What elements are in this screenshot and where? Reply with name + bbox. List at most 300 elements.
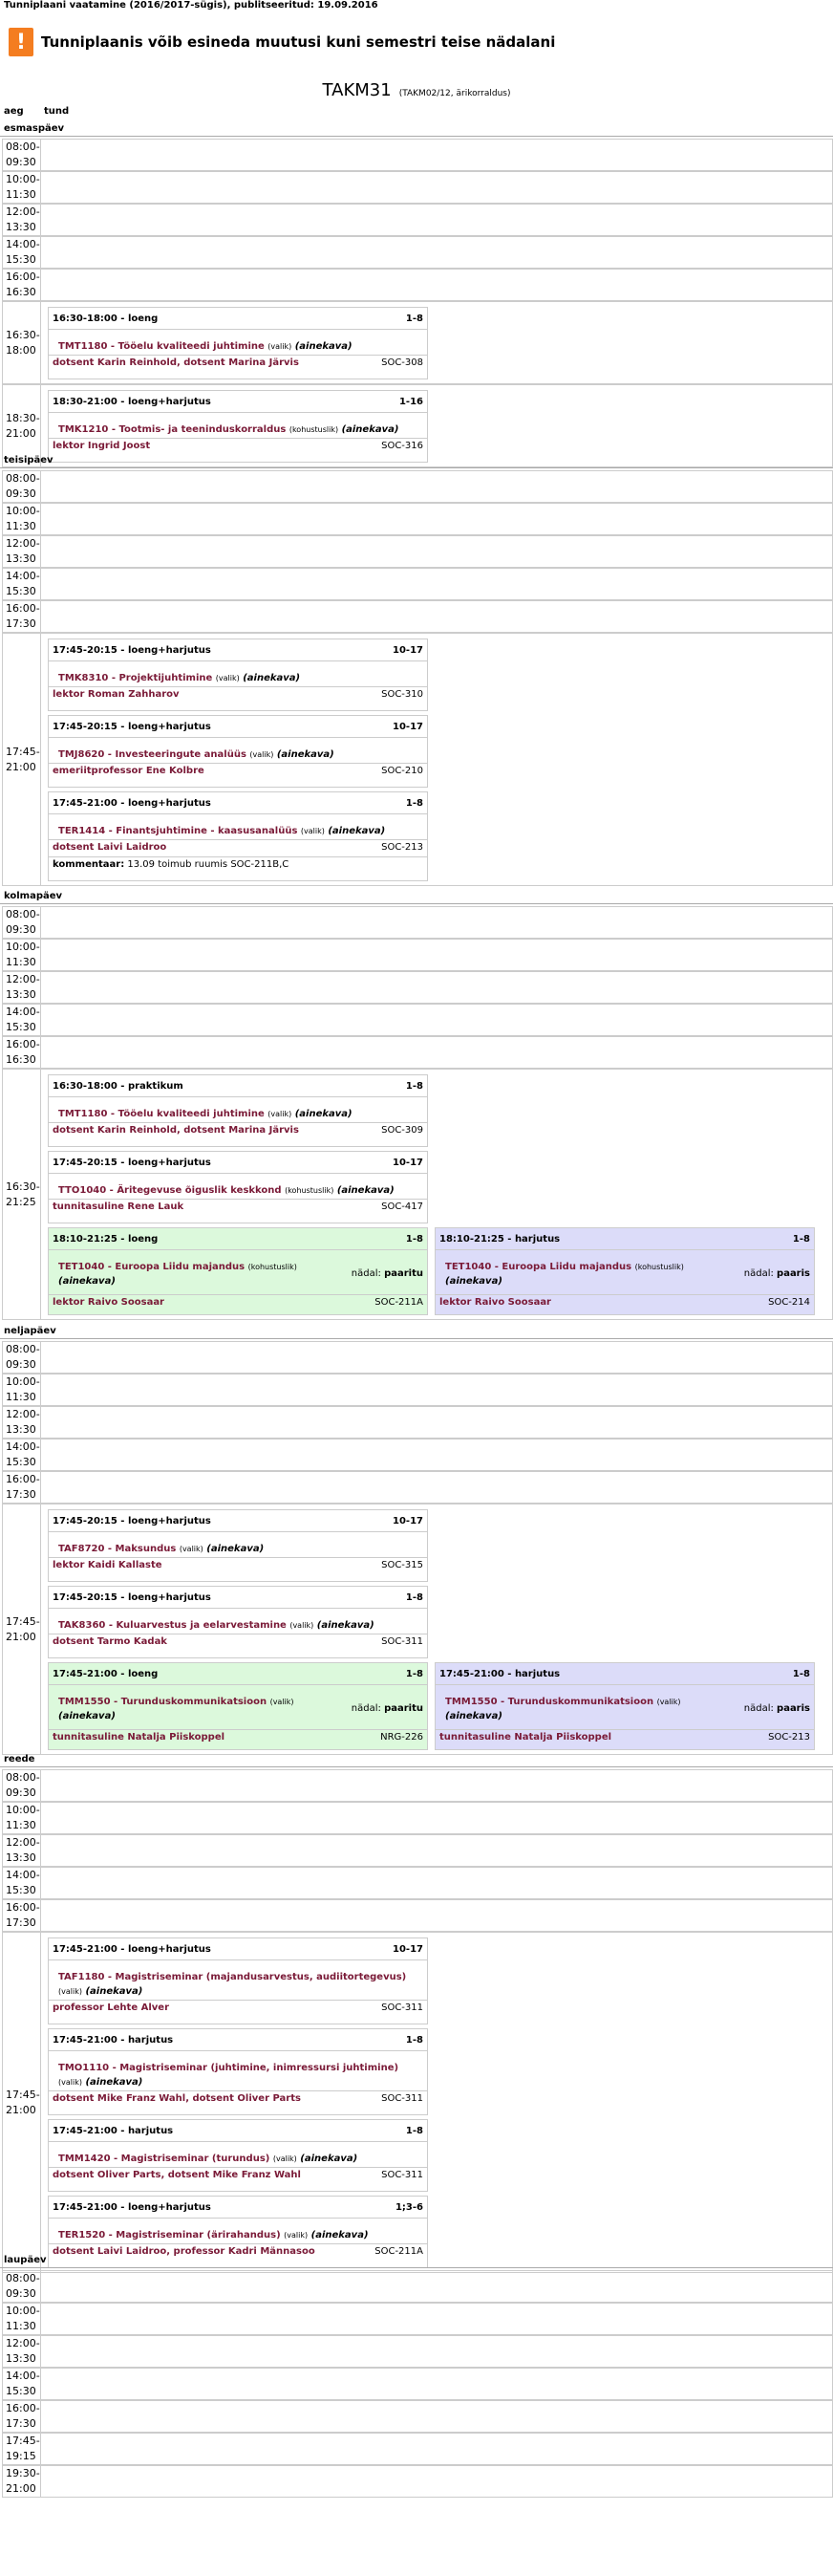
ainekava-link[interactable]: (ainekava) xyxy=(294,1109,352,1119)
time-cell xyxy=(3,205,41,235)
class-time: 18:10-21:25 xyxy=(439,1234,504,1245)
day-header: teisipäev xyxy=(0,449,833,468)
class-type: loeng+harjutus xyxy=(127,1158,211,1168)
end-time: 09:30 xyxy=(6,923,36,936)
class-time: 18:30-21:00 xyxy=(53,397,117,407)
room: SOC-310 xyxy=(381,689,423,700)
start-time: 12:00- xyxy=(6,2337,40,2349)
time-cell xyxy=(3,1900,41,1931)
time-row xyxy=(2,2400,833,2433)
room: SOC-311 xyxy=(381,2170,423,2180)
class-card[interactable] xyxy=(48,1662,428,1750)
class-type: loeng+harjutus xyxy=(127,645,211,656)
time-row xyxy=(2,1769,833,1802)
room: SOC-315 xyxy=(381,1560,423,1570)
start-time: 10:00- xyxy=(6,505,40,517)
course-line[interactable] xyxy=(58,1618,417,1633)
course-line[interactable] xyxy=(58,1542,417,1556)
class-time: 18:10-21:25 xyxy=(53,1234,117,1245)
class-type: loeng xyxy=(127,1234,159,1245)
course-name[interactable]: TMJ8620 - Investeeringute analüüs xyxy=(58,749,246,760)
room: SOC-311 xyxy=(381,2093,423,2104)
end-time: 11:30 xyxy=(6,1819,36,1831)
course-type: (valik) xyxy=(269,1698,294,1706)
card-divider xyxy=(436,1294,814,1295)
end-time: 15:30 xyxy=(6,585,36,597)
lecturer[interactable]: dotsent Laivi Laidroo, professor Kadri Männasoo xyxy=(53,2246,315,2257)
start-time: 10:00- xyxy=(6,173,40,185)
card-divider xyxy=(436,1249,814,1250)
lecturer[interactable]: tunnitasuline Natalja Piiskoppel xyxy=(439,1732,612,1743)
start-time: 08:00- xyxy=(6,1771,40,1784)
time-row xyxy=(2,2303,833,2335)
ainekava-link[interactable]: (ainekava) xyxy=(276,749,334,760)
room: SOC-213 xyxy=(768,1732,810,1743)
lecturer[interactable]: dotsent Karin Reinhold, dotsent Marina Järvis xyxy=(53,357,299,368)
time-row xyxy=(2,633,833,886)
class-type: loeng+harjutus xyxy=(127,397,211,407)
class-time: 17:45-21:00 xyxy=(53,1944,117,1955)
end-time: 11:30 xyxy=(6,2320,36,2332)
end-time: 13:30 xyxy=(6,2352,36,2365)
class-card[interactable] xyxy=(435,1227,815,1315)
class-card[interactable] xyxy=(48,1937,428,2024)
course-line[interactable] xyxy=(58,824,417,838)
course-name[interactable]: TER1414 - Finantsjuhtimine - kaasusanalüüs xyxy=(58,826,298,836)
ainekava-link[interactable]: (ainekava) xyxy=(85,2077,143,2088)
start-time: 10:00- xyxy=(6,2305,40,2317)
time-row xyxy=(2,470,833,503)
course-line[interactable] xyxy=(58,1183,417,1198)
time-row xyxy=(2,1341,833,1374)
card-header: 16:30-18:00 - praktikum 1-8 xyxy=(53,1081,423,1092)
time-row xyxy=(2,2433,833,2465)
lecturer[interactable]: lektor Ingrid Joost xyxy=(53,441,151,451)
end-time: 09:30 xyxy=(6,1358,36,1371)
course-name[interactable]: TET1040 - Euroopa Liidu majandus xyxy=(445,1262,632,1272)
time-cell xyxy=(3,1770,41,1801)
course-line[interactable] xyxy=(58,422,417,437)
time-row xyxy=(2,1374,833,1406)
card-divider xyxy=(49,438,427,439)
course-line[interactable] xyxy=(58,2061,417,2089)
end-time: 13:30 xyxy=(6,1851,36,1864)
course-name[interactable]: TER1520 - Magistriseminar (ärirahandus) xyxy=(58,2230,281,2240)
class-type: loeng xyxy=(127,1669,159,1679)
course-line[interactable] xyxy=(58,1970,417,1999)
class-time: 17:45-21:00 xyxy=(53,2202,117,2213)
start-time: 08:00- xyxy=(6,472,40,485)
card-divider xyxy=(49,660,427,661)
course-type: (valik) xyxy=(656,1698,681,1706)
class-card[interactable] xyxy=(48,307,428,379)
room: SOC-211A xyxy=(374,1297,423,1308)
card-divider xyxy=(49,1122,427,1123)
lecturer[interactable]: dotsent Tarmo Kadak xyxy=(53,1636,167,1647)
card-header: 17:45-20:15 - loeng+harjutus 1-8 xyxy=(53,1592,423,1603)
class-weeks: 1-8 xyxy=(405,1081,423,1092)
ainekava-link[interactable]: (ainekava) xyxy=(445,1276,502,1287)
class-type: harjutus xyxy=(127,2035,174,2046)
time-row xyxy=(2,2335,833,2368)
class-card[interactable] xyxy=(48,1074,428,1147)
ainekava-link[interactable]: (ainekava) xyxy=(85,1986,143,1997)
room: SOC-316 xyxy=(381,441,423,451)
column-header-time: aeg xyxy=(4,106,24,117)
parity-value: paaris xyxy=(777,1703,810,1714)
card-divider xyxy=(49,1684,427,1685)
time-cell xyxy=(3,140,41,170)
end-time: 13:30 xyxy=(6,988,36,1001)
end-time: 17:30 xyxy=(6,2417,36,2430)
end-time: 21:00 xyxy=(6,1630,36,1643)
card-header: 17:45-21:00 - harjutus 1-8 xyxy=(53,2035,423,2046)
card-footer xyxy=(53,2170,423,2183)
card-footer xyxy=(53,1732,423,1745)
lecturer[interactable]: tunnitasuline Rene Lauk xyxy=(53,1201,184,1212)
start-time: 16:00- xyxy=(6,602,40,615)
card-footer xyxy=(53,2002,423,2016)
time-row xyxy=(2,1899,833,1932)
room: SOC-213 xyxy=(381,842,423,853)
ainekava-link[interactable]: (ainekava) xyxy=(336,1185,395,1196)
card-divider xyxy=(49,1531,427,1532)
parity-label: nädal: xyxy=(351,1703,381,1714)
card-divider xyxy=(49,1729,427,1730)
course-name[interactable]: TAF8720 - Maksundus xyxy=(58,1544,177,1554)
start-time: 12:00- xyxy=(6,973,40,985)
comment-label: kommentaar: xyxy=(53,859,125,870)
end-time: 17:30 xyxy=(6,1488,36,1501)
notice-banner xyxy=(9,27,555,57)
time-cell xyxy=(3,2304,41,2334)
class-weeks: 1-8 xyxy=(405,798,423,809)
end-time: 13:30 xyxy=(6,1423,36,1436)
time-cell xyxy=(3,940,41,970)
card-divider xyxy=(49,2167,427,2168)
ainekava-link[interactable]: (ainekava) xyxy=(316,1620,374,1631)
class-weeks: 10-17 xyxy=(393,645,423,656)
class-card[interactable] xyxy=(48,791,428,881)
end-time: 13:30 xyxy=(6,552,36,565)
course-line[interactable] xyxy=(58,2228,417,2242)
end-time: 09:30 xyxy=(6,1786,36,1799)
end-time: 16:30 xyxy=(6,1053,36,1066)
lecturer[interactable]: dotsent Oliver Parts, dotsent Mike Franz Wahl xyxy=(53,2170,301,2180)
card-divider xyxy=(49,1557,427,1558)
start-time: 14:00- xyxy=(6,2370,40,2382)
room: SOC-311 xyxy=(381,1636,423,1647)
start-time: 08:00- xyxy=(6,1343,40,1355)
time-row xyxy=(2,1439,833,1471)
end-time: 17:30 xyxy=(6,1916,36,1929)
time-cell xyxy=(3,2466,41,2497)
start-time: 16:30- xyxy=(6,328,40,341)
card-header: 17:45-21:00 - harjutus 1-8 xyxy=(439,1669,810,1679)
class-weeks: 10-17 xyxy=(393,1158,423,1168)
course-line[interactable] xyxy=(58,747,417,762)
class-type: harjutus xyxy=(514,1234,561,1245)
class-time: 17:45-21:00 xyxy=(53,2035,117,2046)
notice-text: Tunniplaanis võib esineda muutusi kuni semestri teise nädalani xyxy=(41,33,556,51)
course-name[interactable]: TMM1550 - Turunduskommunikatsioon xyxy=(445,1697,654,1707)
class-type: harjutus xyxy=(127,2126,174,2136)
course-name[interactable]: TAK8360 - Kuluarvestus ja eelarvestamine xyxy=(58,1620,287,1631)
card-footer xyxy=(53,1297,423,1310)
class-card[interactable] xyxy=(48,2119,428,2192)
column-header-class: tund xyxy=(44,106,70,117)
course-line[interactable] xyxy=(445,1695,709,1723)
time-cell xyxy=(3,1803,41,1833)
course-name[interactable]: TTO1040 - Äritegevuse õiguslik keskkond xyxy=(58,1185,282,1196)
room: SOC-309 xyxy=(381,1125,423,1136)
card-divider xyxy=(49,2141,427,2142)
lecturer[interactable]: dotsent Karin Reinhold, dotsent Marina Järvis xyxy=(53,1125,299,1136)
course-type: (valik) xyxy=(284,2231,309,2240)
lecturer[interactable]: lektor Raivo Soosaar xyxy=(439,1297,551,1308)
class-type: praktikum xyxy=(127,1081,183,1092)
course-name[interactable]: TAF1180 - Magistriseminar (majandusarvestus, audiitortegevus) xyxy=(58,1972,407,1982)
ainekava-link[interactable]: (ainekava) xyxy=(328,826,386,836)
parity-label: nädal: xyxy=(743,1268,774,1279)
card-header: 17:45-20:15 - loeng+harjutus 10-17 xyxy=(53,1158,423,1168)
group-code: TAKM31 xyxy=(322,80,392,100)
time-cell xyxy=(3,237,41,268)
day-header: esmaspäev xyxy=(0,118,833,137)
card-divider xyxy=(49,2243,427,2244)
card-header: 17:45-21:00 - loeng+harjutus 1-8 xyxy=(53,798,423,809)
card-divider xyxy=(49,856,427,857)
card-divider xyxy=(49,2218,427,2219)
class-type: loeng+harjutus xyxy=(127,1516,211,1526)
comment-text: 13.09 toimub ruumis SOC-211B,C xyxy=(127,859,289,870)
room: SOC-210 xyxy=(381,766,423,776)
card-divider xyxy=(49,1608,427,1609)
card-divider xyxy=(49,1096,427,1097)
ainekava-link[interactable]: (ainekava) xyxy=(294,341,352,352)
start-time: 10:00- xyxy=(6,941,40,953)
class-type: loeng+harjutus xyxy=(127,722,211,732)
start-time: 10:00- xyxy=(6,1375,40,1388)
class-weeks: 1-8 xyxy=(405,1669,423,1679)
card-divider xyxy=(49,355,427,356)
class-card[interactable] xyxy=(48,1151,428,1223)
group-title xyxy=(0,80,833,100)
start-time: 08:00- xyxy=(6,2272,40,2284)
end-time: 21:00 xyxy=(6,760,36,773)
week-parity xyxy=(352,1703,423,1714)
room: SOC-211A xyxy=(374,2246,423,2257)
ainekava-link[interactable]: (ainekava) xyxy=(206,1544,265,1554)
lecturer[interactable]: lektor Roman Zahharov xyxy=(53,689,180,700)
room: SOC-308 xyxy=(381,357,423,368)
ainekava-link[interactable]: (ainekava) xyxy=(310,2230,369,2240)
week-parity xyxy=(744,1268,810,1279)
time-row xyxy=(2,171,833,204)
class-card[interactable] xyxy=(48,1586,428,1658)
time-row xyxy=(2,2270,833,2303)
card-footer xyxy=(53,357,423,371)
time-cell xyxy=(3,172,41,203)
start-time: 16:00- xyxy=(6,271,40,283)
card-header: 17:45-21:00 - loeng 1-8 xyxy=(53,1669,423,1679)
time-cell xyxy=(3,569,41,599)
view-header: Tunniplaani vaatamine (2016/2017-sügis), publitseeritud: 19.09.2016 xyxy=(4,0,378,11)
time-cell xyxy=(3,1342,41,1373)
course-type: (valik) xyxy=(300,827,325,835)
start-time: 17:45- xyxy=(6,2435,40,2447)
group-details: (TAKM02/12, ärikorraldus) xyxy=(398,89,511,98)
time-row xyxy=(2,2465,833,2498)
time-row xyxy=(2,1504,833,1755)
card-divider xyxy=(49,1294,427,1295)
time-cell xyxy=(3,536,41,567)
course-name[interactable]: TET1040 - Euroopa Liidu majandus xyxy=(58,1262,246,1272)
class-card[interactable] xyxy=(48,2028,428,2115)
time-cell xyxy=(3,634,41,885)
lecturer[interactable]: lektor Kaidi Kallaste xyxy=(53,1560,162,1570)
end-time: 19:15 xyxy=(6,2450,36,2462)
class-time: 17:45-21:00 xyxy=(53,2126,117,2136)
start-time: 18:30- xyxy=(6,411,40,424)
class-card[interactable] xyxy=(48,1509,428,1582)
end-time: 15:30 xyxy=(6,1456,36,1468)
lecturer[interactable]: professor Lehte Alver xyxy=(53,2002,169,2013)
time-row xyxy=(2,301,833,384)
time-cell xyxy=(3,1407,41,1438)
class-weeks: 1-8 xyxy=(405,2035,423,2046)
ainekava-link[interactable]: (ainekava) xyxy=(341,424,399,435)
day-header: neljapäev xyxy=(0,1320,833,1339)
card-footer xyxy=(439,1297,810,1310)
course-line[interactable] xyxy=(58,1695,322,1723)
time-row xyxy=(2,906,833,939)
course-type: (valik) xyxy=(249,750,274,759)
card-divider xyxy=(49,2090,427,2091)
card-divider xyxy=(436,1684,814,1685)
end-time: 21:00 xyxy=(6,426,36,440)
class-weeks: 1-8 xyxy=(405,1234,423,1245)
time-row xyxy=(2,139,833,171)
class-card[interactable] xyxy=(48,1227,428,1315)
parity-value: paaritu xyxy=(384,1703,423,1714)
course-type: (kohustuslik) xyxy=(634,1263,684,1271)
end-time: 17:30 xyxy=(6,617,36,630)
card-footer xyxy=(53,1125,423,1138)
ainekava-link[interactable]: (ainekava) xyxy=(300,2154,358,2164)
end-time: 09:30 xyxy=(6,487,36,500)
start-time: 12:00- xyxy=(6,1836,40,1849)
card-divider xyxy=(49,2000,427,2001)
time-row xyxy=(2,939,833,971)
time-row xyxy=(2,1471,833,1504)
lecturer[interactable]: dotsent Mike Franz Wahl, dotsent Oliver Parts xyxy=(53,2093,301,2104)
class-type: loeng+harjutus xyxy=(127,1592,211,1603)
card-divider xyxy=(49,686,427,687)
time-row xyxy=(2,1802,833,1834)
class-card[interactable] xyxy=(435,1662,815,1750)
time-row xyxy=(2,236,833,269)
course-name[interactable]: TMM1550 - Turunduskommunikatsioon xyxy=(58,1697,267,1707)
start-time: 17:45- xyxy=(6,745,40,758)
course-type: (valik) xyxy=(215,674,240,682)
time-cell xyxy=(3,504,41,534)
start-time: 16:00- xyxy=(6,1901,40,1914)
end-time: 11:30 xyxy=(6,956,36,968)
time-row xyxy=(2,1834,833,1867)
course-line[interactable] xyxy=(58,1107,417,1121)
start-time: 14:00- xyxy=(6,238,40,250)
end-time: 21:25 xyxy=(6,1195,36,1208)
time-cell xyxy=(3,1504,41,1754)
start-time: 14:00- xyxy=(6,1006,40,1018)
card-footer xyxy=(53,1636,423,1650)
time-cell xyxy=(3,2271,41,2302)
ainekava-link[interactable]: (ainekava) xyxy=(243,673,301,683)
lecturer[interactable]: dotsent Laivi Laidroo xyxy=(53,842,167,853)
time-cell xyxy=(3,601,41,632)
time-cell xyxy=(3,1472,41,1503)
card-header: 17:45-20:15 - loeng+harjutus 10-17 xyxy=(53,645,423,656)
course-name[interactable]: TMT1180 - Tööelu kvaliteedi juhtimine xyxy=(58,341,265,352)
ainekava-link[interactable]: (ainekava) xyxy=(58,1276,116,1287)
lecturer[interactable]: tunnitasuline Natalja Piiskoppel xyxy=(53,1732,225,1743)
time-cell xyxy=(3,2401,41,2432)
course-line[interactable] xyxy=(58,339,417,354)
course-name[interactable]: TMO1110 - Magistriseminar (juhtimine, inimressursi juhtimine) xyxy=(58,2063,399,2073)
week-parity xyxy=(352,1268,423,1279)
class-card[interactable] xyxy=(48,639,428,711)
course-name[interactable]: TMT1180 - Tööelu kvaliteedi juhtimine xyxy=(58,1109,265,1119)
ainekava-link[interactable]: (ainekava) xyxy=(445,1711,502,1721)
card-comment xyxy=(53,859,423,870)
class-time: 17:45-20:15 xyxy=(53,1516,117,1526)
time-cell xyxy=(3,1375,41,1405)
time-cell xyxy=(3,2434,41,2464)
course-name[interactable]: TMK8310 - Projektijuhtimine xyxy=(58,673,213,683)
start-time: 16:30- xyxy=(6,1180,40,1193)
course-type: (valik) xyxy=(272,2154,297,2163)
course-type: (kohustuslik) xyxy=(285,1186,334,1195)
course-line[interactable] xyxy=(445,1260,709,1288)
ainekava-link[interactable]: (ainekava) xyxy=(58,1711,116,1721)
class-time: 17:45-20:15 xyxy=(53,1592,117,1603)
course-name[interactable]: TMK1210 - Tootmis- ja teeninduskorraldus xyxy=(58,424,287,435)
card-divider xyxy=(49,813,427,814)
course-name[interactable]: TMM1420 - Magistriseminar (turundus) xyxy=(58,2154,270,2164)
course-type: (valik) xyxy=(289,1621,314,1630)
end-time: 15:30 xyxy=(6,2385,36,2397)
lecturer[interactable]: lektor Raivo Soosaar xyxy=(53,1297,164,1308)
class-weeks: 1;3-6 xyxy=(395,2202,423,2213)
class-card[interactable] xyxy=(48,715,428,788)
start-time: 16:00- xyxy=(6,1038,40,1050)
course-line[interactable] xyxy=(58,1260,322,1288)
start-time: 10:00- xyxy=(6,1804,40,1816)
start-time: 12:00- xyxy=(6,206,40,218)
room: SOC-417 xyxy=(381,1201,423,1212)
end-time: 11:30 xyxy=(6,1391,36,1403)
course-line[interactable] xyxy=(58,671,417,685)
card-footer xyxy=(439,1732,810,1745)
room: NRG-226 xyxy=(380,1732,423,1743)
card-header: 17:45-21:00 - harjutus 1-8 xyxy=(53,2126,423,2136)
card-header: 18:10-21:25 - harjutus 1-8 xyxy=(439,1234,810,1245)
class-time: 17:45-20:15 xyxy=(53,722,117,732)
course-line[interactable] xyxy=(58,2152,417,2166)
lecturer[interactable]: emeriitprofessor Ene Kolbre xyxy=(53,766,204,776)
time-cell xyxy=(3,2336,41,2367)
